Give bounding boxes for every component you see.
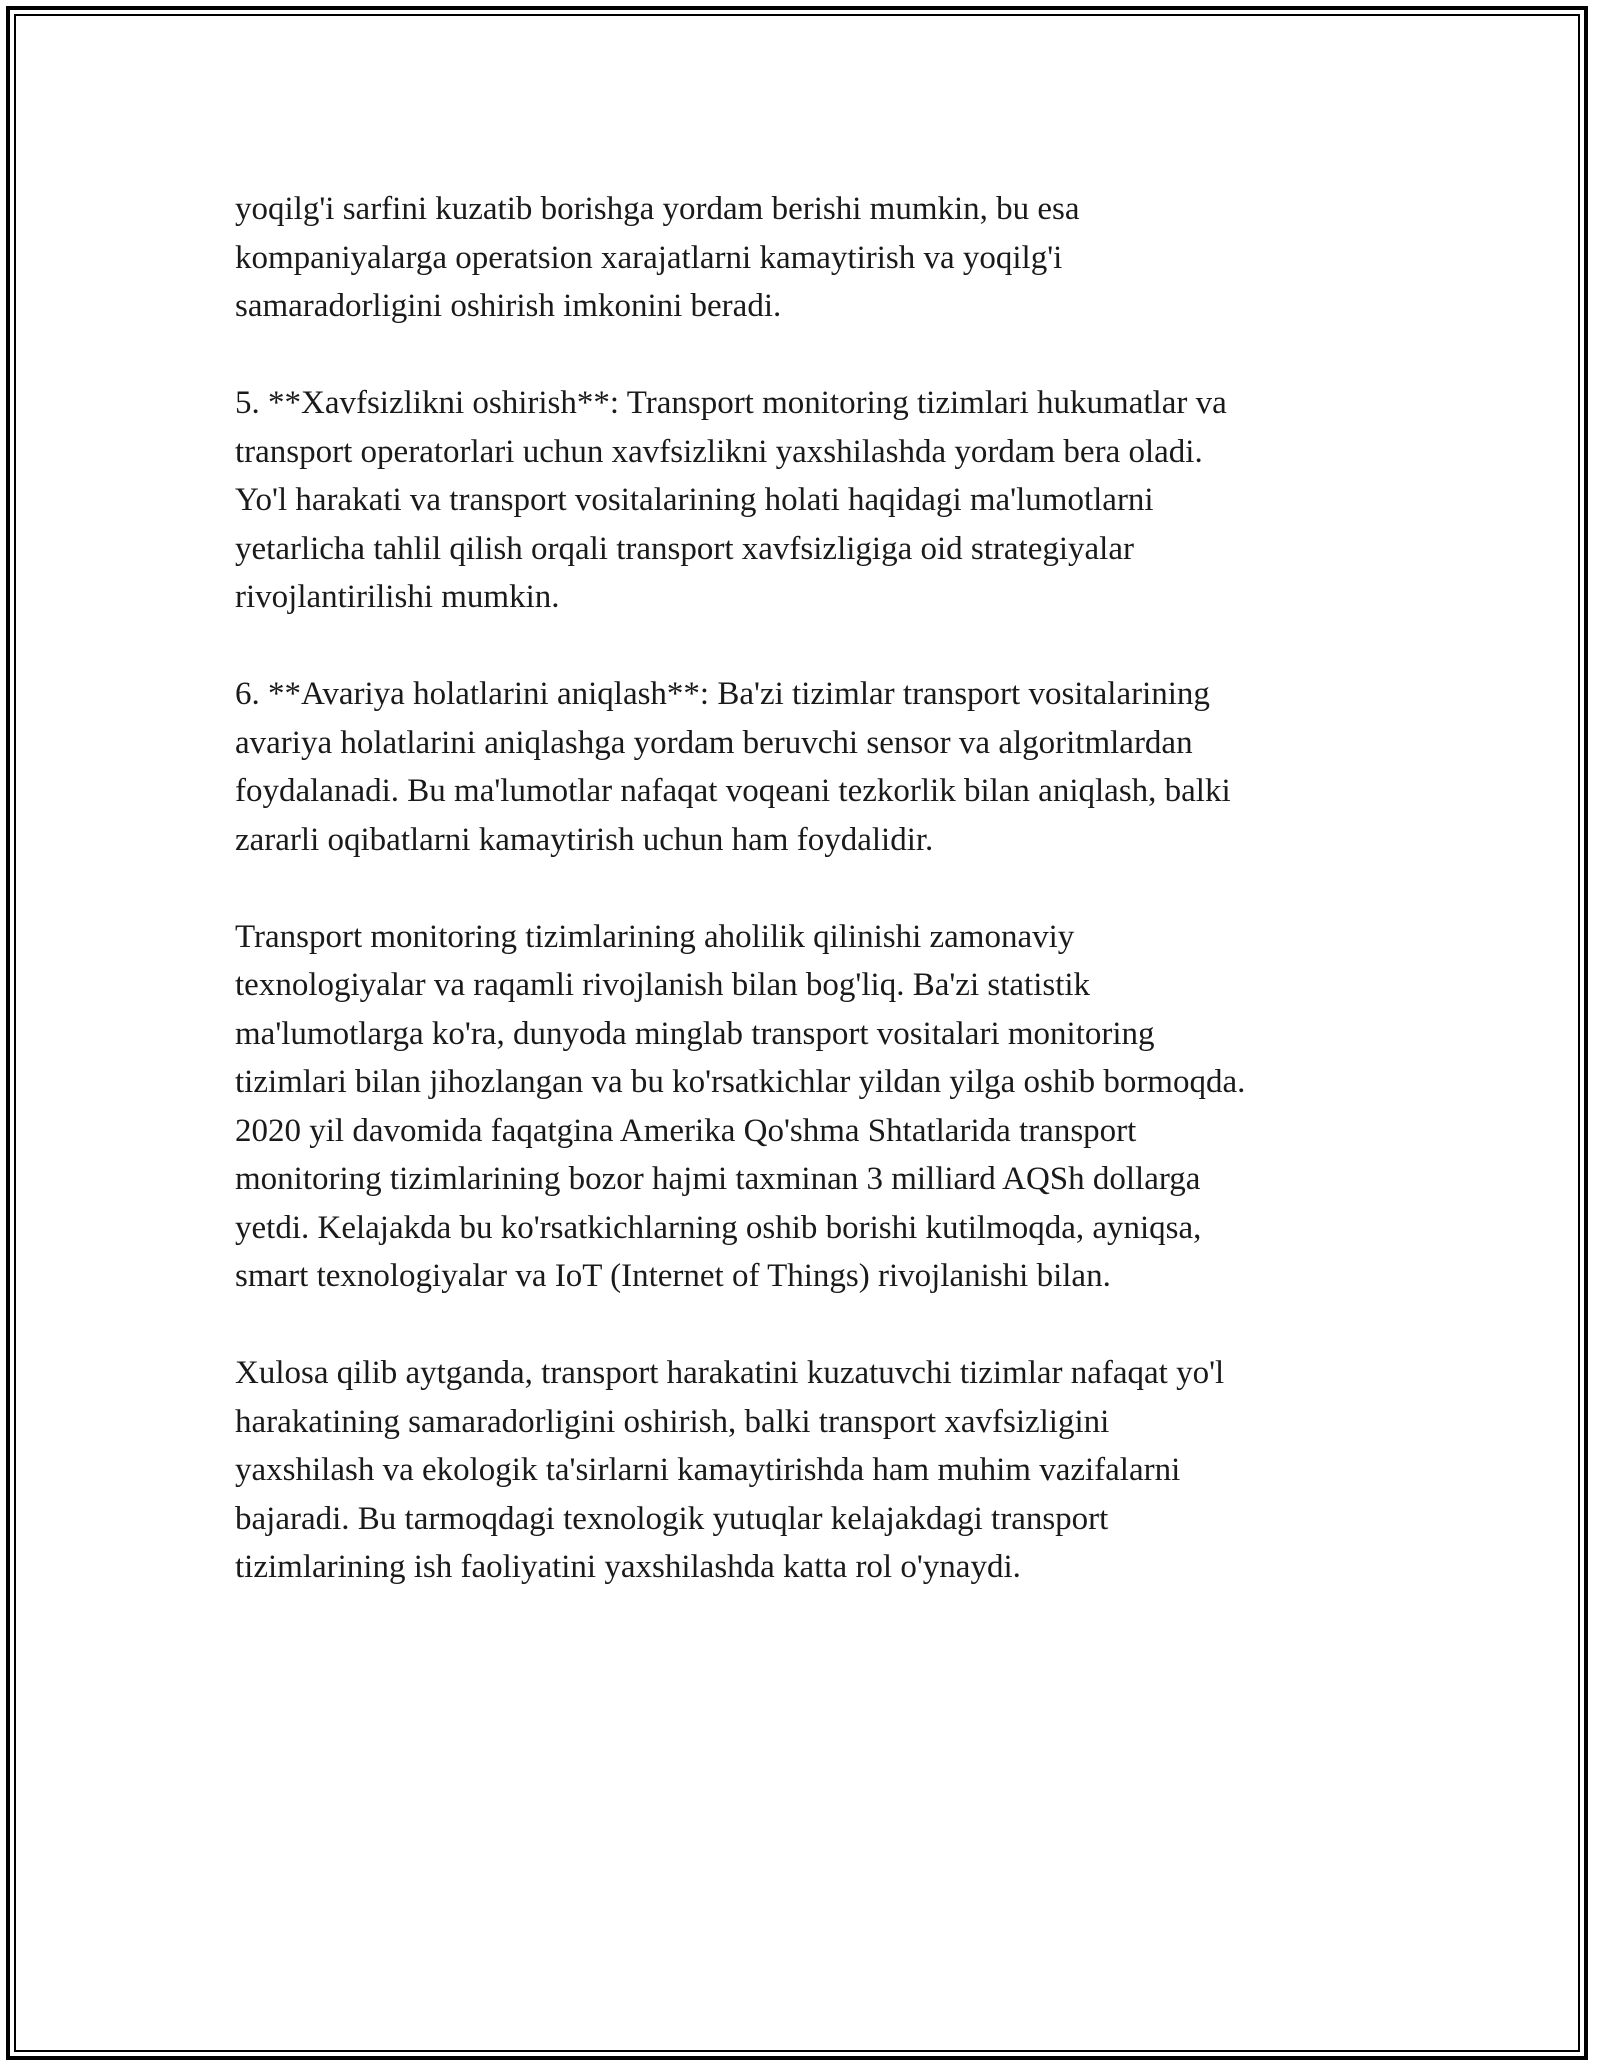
- text-line: yoqilg'i sarfini kuzatib borishga yordam berishi mumkin, bu esa: [235, 191, 1080, 227]
- text-line: tizimlari bilan jihozlangan va bu ko'rsatkichlar yildan yilga oshib bormoqda.: [235, 1064, 1246, 1100]
- text-line: tizimlarining ish faoliyatini yaxshilashda katta rol o'ynaydi.: [235, 1549, 1021, 1585]
- text-line: foydalanadi. Bu ma'lumotlar nafaqat voqeani tezkorlik bilan aniqlash, balki: [235, 773, 1231, 809]
- text-line: avariya holatlarini aniqlashga yordam beruvchi sensor va algoritmlardan: [235, 724, 1193, 761]
- text-line: smart texnologiyalar va IoT (Internet of Things) rivojlanishi bilan.: [235, 1258, 1111, 1294]
- text-line: texnologiyalar va raqamli rivojlanish bilan bog'liq. Ba'zi statistik: [235, 967, 1091, 1003]
- text-line: samaradorligini oshirish imkonini beradi.: [235, 288, 782, 324]
- text-line: Yo'l harakati va transport vositalarining holati haqidagi ma'lumotlarni: [235, 482, 1154, 518]
- text-line: 6. **Avariya holatlarini aniqlash**: Ba'zi tizimlar transport vositalarining: [235, 676, 1210, 712]
- text-line: Transport monitoring tizimlarining aholilik qilinishi zamonaviy: [235, 918, 1075, 955]
- text-line: ma'lumotlarga ko'ra, dunyoda minglab transport vositalari monitoring: [235, 1015, 1155, 1052]
- text-line: harakatining samaradorligini oshirish, balki transport xavfsizligini: [235, 1403, 1110, 1440]
- text-line: yaxshilash va ekologik ta'sirlarni kamaytirishda ham muhim vazifalarni: [235, 1452, 1181, 1488]
- text-line: yetarlicha tahlil qilish orqali transport xavfsizligiga oid strategiyalar: [235, 530, 1134, 567]
- text-line: zararli oqibatlarni kamaytirish uchun ham foydalidir.: [235, 821, 934, 858]
- document-body: [235, 185, 1385, 1640]
- paragraph-safety: [235, 379, 1385, 622]
- paragraph-statistics: [235, 913, 1385, 1301]
- text-line: yetdi. Kelajakda bu ko'rsatkichlarning oshib borishi kutilmoqda, ayniqsa,: [235, 1209, 1202, 1246]
- paragraph-fuel-monitoring: [235, 185, 1385, 331]
- paragraph-accident-detection: [235, 670, 1385, 864]
- text-line: bajaradi. Bu tarmoqdagi texnologik yutuqlar kelajakdagi transport: [235, 1500, 1109, 1537]
- text-line: rivojlantirilishi mumkin.: [235, 579, 560, 615]
- text-line: transport operatorlari uchun xavfsizlikni yaxshilashda yordam bera oladi.: [235, 433, 1203, 470]
- text-line: Xulosa qilib aytganda, transport harakatini kuzatuvchi tizimlar nafaqat yo'l: [235, 1355, 1225, 1391]
- paragraph-conclusion: [235, 1349, 1385, 1592]
- text-line: 5. **Xavfsizlikni oshirish**: Transport monitoring tizimlari hukumatlar va: [235, 385, 1227, 421]
- text-line: kompaniyalarga operatsion xarajatlarni kamaytirish va yoqilg'i: [235, 239, 1063, 276]
- text-line: monitoring tizimlarining bozor hajmi taxminan 3 milliard AQSh dollarga: [235, 1161, 1201, 1197]
- text-line: 2020 yil davomida faqatgina Amerika Qo'shma Shtatlarida transport: [235, 1112, 1137, 1149]
